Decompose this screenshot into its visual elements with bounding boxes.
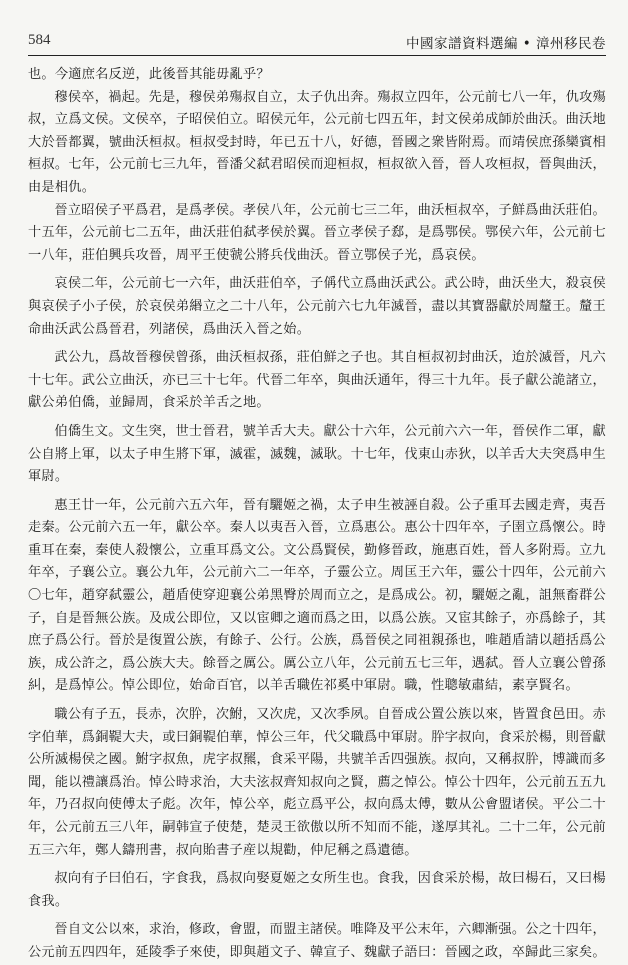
paragraph: 穆侯卒，禍起。先是，穆侯弟殤叔自立，太子仇出奔。殤叔立四年，公元前七八一年，仇攻殤叔，立爲文侯。文侯卒，子昭侯伯立。昭侯元年，公元前七四五年，封文侯弟成師於曲沃。曲沃地大於晉都翼，號曲沃桓叔。桓叔受封時，年已五十八，好德，晉國之衆皆附焉。而靖侯庶孫欒賓相桓叔。七年，公元前七三九年，晉潘父弑君昭侯而迎桓叔，桓叔欲入晉，晉人攻桓叔，晉與曲沃，由是相仇。 [28, 89, 606, 195]
paragraph: 惠王廿一年，公元前六五六年，晉有驪姬之禍，太子申生被誣自殺。公子重耳去國走齊，夷吾走秦。公元前六五一年，獻公卒。秦人以夷吾入晉，立爲惠公。惠公十四年卒，子圉立爲懷公。時重耳在秦，秦使人殺懷公，立重耳爲文公。文公爲賢侯，勤修晉政，施惠百姓，晉人多附焉。立九年卒，子襄公立。襄公九年，公元前六二一年卒，子靈公立。周匡王六年，靈公十四年，公元前六〇七年，趙穿弑靈公，趙盾使穿迎襄公弟黑臀於周而立之，是爲成公。初，驪姬之亂，詛無畜群公子，自是晉無公族。及成公即位，又以宦卿之適而爲之田，以爲公族。又宦其餘子，亦爲餘子，其庶子爲公行。晉於是復置公族，有餘子、公行。公族，爲晉侯之同祖親孫也，唯趙盾請以趙括爲公族，成公許之，爲公族大夫。餘晉之厲公。厲公立八年，公元前五七三年，遇弑。晉人立襄公曾孫糾，是爲悼公。悼公即位，始命百官，以羊舌職佐祁奚中軍尉。職，性聰敏肅結，素享賢名。 [28, 497, 606, 694]
running-title: 中國家譜資料選編 • 漳州移民卷 [405, 36, 606, 52]
header-rule [28, 55, 606, 56]
page-header [28, 28, 606, 54]
paragraph: 晉立昭侯子平爲君，是爲孝侯。孝侯八年，公元前七三二年，曲沃桓叔卒，子鮮爲曲沃莊伯。十五年，公元前七二五年，曲沃莊伯弑孝侯於翼。晉立孝侯子郄，是爲鄂侯。鄂侯六年，公元前七一八年，莊伯興兵攻晉，周平王使虢公將兵伐曲沃。晉立鄂侯子光，爲哀侯。 [28, 202, 606, 263]
paragraph: 哀侯二年，公元前七一六年，曲沃莊伯卒，子偁代立爲曲沃武公。武公時，曲沃坐大，殺哀侯與哀侯子小子侯，於哀侯弟緡立之二十八年，公元前六七九年滅晉，盡以其寶器獻於周釐王。釐王命曲沃武公爲晉君，列諸侯，爲曲沃入晉之始。 [28, 276, 606, 337]
paragraph: 晉自文公以來，求治，修政，會盟，而盟主諸侯。唯降及平公末年，六卿漸强。公之十四年，公元前五四四年，延陵季子來使，即與趙文子、韓宣子、魏獻子語曰：晉國之政，卒歸此三家矣。 [28, 922, 606, 960]
page-number: 584 [28, 32, 51, 48]
paragraph: 伯僑生文。文生突，世士晉君，號羊舌大夫。獻公十六年，公元前六六一年，晉侯作二軍，獻公自將上軍，以太子申生將下軍，滅霍，滅魏，滅耿。十七年，伐東山赤狄，以羊舌大夫突爲申生軍尉。 [28, 423, 606, 485]
paragraph: 叔向有子曰伯石，字食我，爲叔向娶夏姬之女所生也。食我，因食采於楊，故曰楊石，又曰楊食我。 [28, 871, 606, 909]
paragraph: 武公九，爲故晉穆侯曾孫，曲沃桓叔孫，莊伯鮮之子也。其自桓叔初封曲沃，迨於滅晉，凡六十七年。武公立曲沃，亦已三十七年。代晉二年卒，與曲沃通年，得三十九年。長子獻公詭諸立，獻公弟伯僑，並歸周，食采於羊舌之地。 [28, 350, 606, 411]
body-text [28, 64, 606, 960]
paragraph: 職公有子五，長赤，次肸，次鮒，又次虎，又次季夙。自晉成公置公族以來，皆置食邑田。赤字伯華，爲銅鞮大夫，或曰銅鞮伯華，悼公三年，代父職爲中軍尉。肸字叔向，食采於楊，則晉獻公所滅楊侯之國。鮒字叔魚，虎字叔羆，食采平陽，共號羊舌四强族。叔向，又稱叔肸，博識而多聞，能以禮讓爲治。悼公時求治，大夫泫叔齊知叔向之賢，薦之悼公。悼公十四年，公元前五五九年，乃召叔向使傅太子彪。次年，悼公卒，彪立爲平公，叔向爲太傅，數从公會盟诸侯。平公二十年，公元前五三八年，嗣韩宣子使楚，楚灵王欲傲以所不知而不能，遂厚其礼。二十二年，公元前五三六年，鄭人鑄刑書，叔向貽書子産以規勸，仲尼稱之爲遺德。 [28, 707, 606, 858]
paragraph: 也。今適庶名反逆，此後晉其能毋亂乎？ [28, 67, 270, 82]
